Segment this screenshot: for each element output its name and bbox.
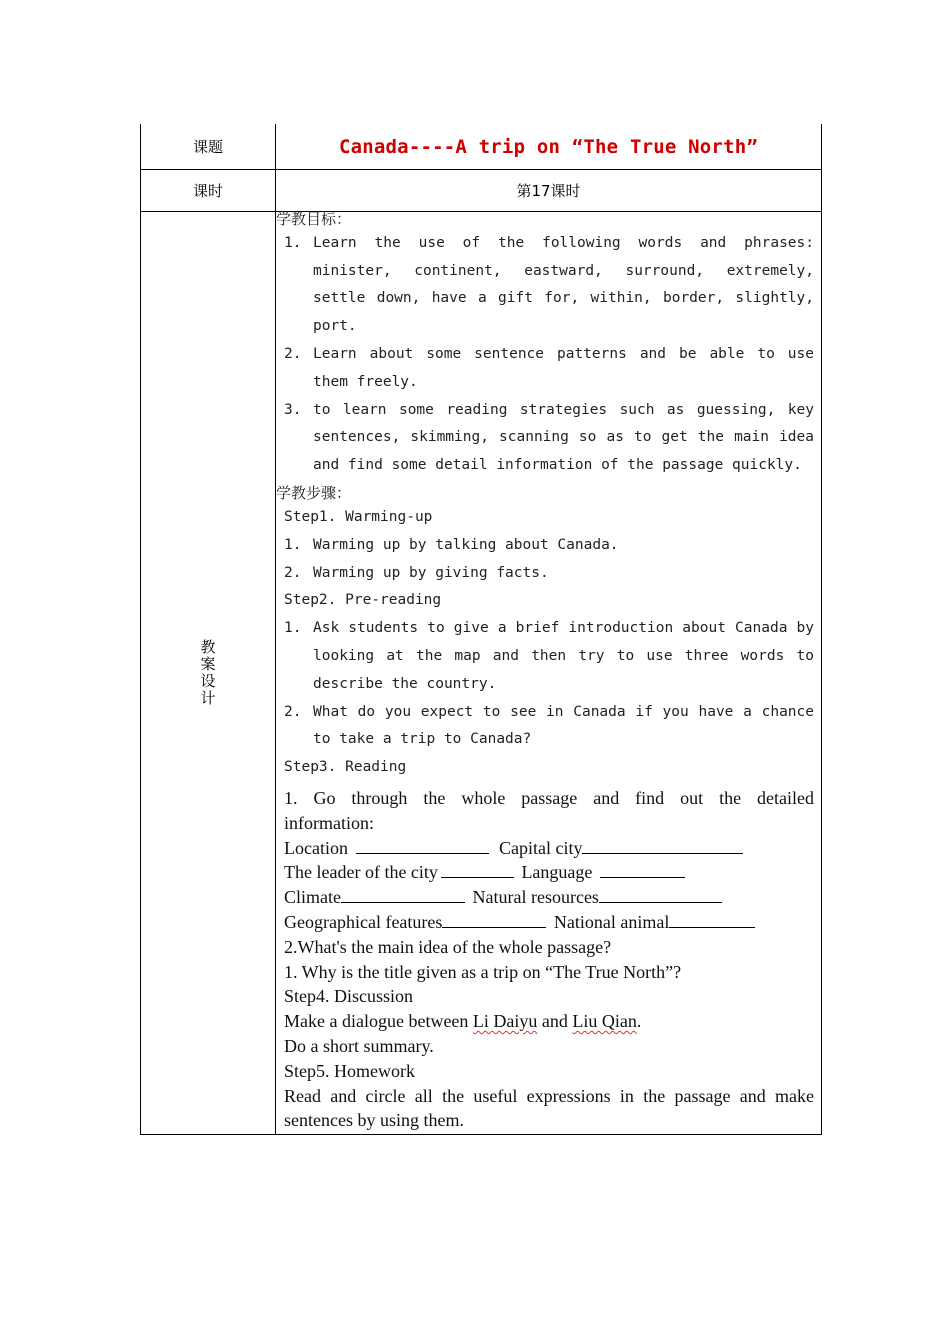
location-label: Location (284, 837, 348, 858)
climate-blank[interactable] (341, 887, 465, 903)
reading-section (284, 786, 814, 1133)
goal-text: Learn about some sentence patterns and be able to use them freely. (313, 346, 814, 390)
goal-number: 3. (284, 401, 302, 418)
title-label: 课题 (141, 124, 276, 170)
reading-task3: 1. Why is the title given as a trip on “The True North”? (284, 961, 682, 982)
step-item (284, 532, 814, 560)
reading-task2: 2.What's the main idea of the whole passage? (284, 936, 612, 957)
blanks-row-3 (284, 885, 814, 910)
design-row (141, 212, 822, 1135)
goal-item (284, 341, 814, 397)
period-label: 课时 (141, 170, 276, 212)
homework-line1: Read and circle all the useful expressions in the passage and make (284, 1085, 814, 1106)
blanks-row-1 (284, 836, 814, 861)
dialogue-and: and (537, 1011, 573, 1032)
capital-blank[interactable] (582, 838, 743, 854)
goals-heading: 学教目标： (276, 209, 352, 228)
goal-text: Learn the use of the following words and phrases: minister, continent, eastward, surround, extremely, settle down, have a gift for, within, border, slightly, port. (313, 234, 814, 335)
climate-label: Climate (284, 887, 341, 908)
leader-label: The leader of the city (284, 862, 438, 883)
dialogue-line (284, 1009, 814, 1034)
goal-number: 1. (284, 234, 302, 251)
period-row (141, 170, 822, 212)
goal-number: 2. (284, 346, 302, 363)
geo-blank[interactable] (442, 912, 546, 928)
blanks-row-2 (284, 860, 814, 885)
design-label: 教案设计 (200, 638, 216, 707)
step-text: Warming up by giving facts. (313, 564, 549, 581)
step4-heading: Step4. Discussion (284, 986, 414, 1007)
step-item (284, 560, 814, 588)
resources-label: Natural resources (472, 887, 599, 908)
language-label: Language (521, 862, 593, 883)
homework-line2: sentences by using them. (284, 1110, 464, 1131)
name-liu-qian: Liu Qian (572, 1011, 637, 1032)
language-blank[interactable] (600, 862, 685, 878)
goal-text: to learn some reading strategies such as guessing, key sentences, skimming, scanning so as to get the main idea and find some detail information of the passage quickly. (313, 401, 814, 474)
location-blank[interactable] (356, 838, 489, 854)
step-item (284, 615, 814, 698)
step-number: 1. (284, 620, 302, 637)
leader-blank[interactable] (441, 862, 514, 878)
name-li-daiyu: Li Daiyu (472, 1011, 538, 1032)
step3-heading: Step3. Reading (284, 759, 407, 776)
lesson-title: Canada----A trip on “The True North” (276, 124, 822, 170)
animal-label: National animal (553, 911, 670, 932)
goal-item (284, 230, 814, 341)
step1-list (284, 532, 814, 588)
reading-task1-line1: 1. Go through the whole passage and find out the detailed (284, 787, 814, 808)
summary-line: Do a short summary. (284, 1035, 434, 1056)
step-text: Warming up by talking about Canada. (313, 536, 619, 553)
reading-task1-line2: information: (284, 812, 374, 833)
animal-blank[interactable] (669, 912, 755, 928)
step-text: What do you expect to see in Canada if you have a chance to take a trip to Canada? (313, 703, 814, 748)
step-number: 2. (284, 564, 302, 581)
design-label-cell (141, 212, 276, 1135)
period-value: 第17课时 (276, 170, 822, 212)
dialogue-prefix: Make a dialogue between (284, 1011, 473, 1032)
goals-list (284, 230, 814, 480)
step1-heading: Step1. Warming-up (284, 509, 433, 526)
goal-item (284, 397, 814, 480)
step-item (284, 699, 814, 755)
step-number: 1. (284, 536, 302, 553)
step2-list (284, 615, 814, 754)
title-row (141, 124, 822, 170)
step-text: Ask students to give a brief introduction about Canada by looking at the map and then try to use three words to describe the country. (313, 620, 814, 692)
dialogue-end: . (636, 1011, 642, 1032)
design-content-cell (276, 209, 822, 1135)
steps-heading: 学教步骤： (276, 484, 352, 503)
lesson-plan-table (140, 124, 822, 1135)
capital-label: Capital city (498, 837, 583, 858)
step2-heading: Step2. Pre-reading (284, 592, 442, 609)
blanks-row-4 (284, 910, 814, 935)
resources-blank[interactable] (599, 887, 722, 903)
geo-label: Geographical features (284, 911, 443, 932)
design-content (276, 208, 821, 1133)
step-number: 2. (284, 703, 302, 720)
step5-heading: Step5. Homework (284, 1060, 415, 1081)
